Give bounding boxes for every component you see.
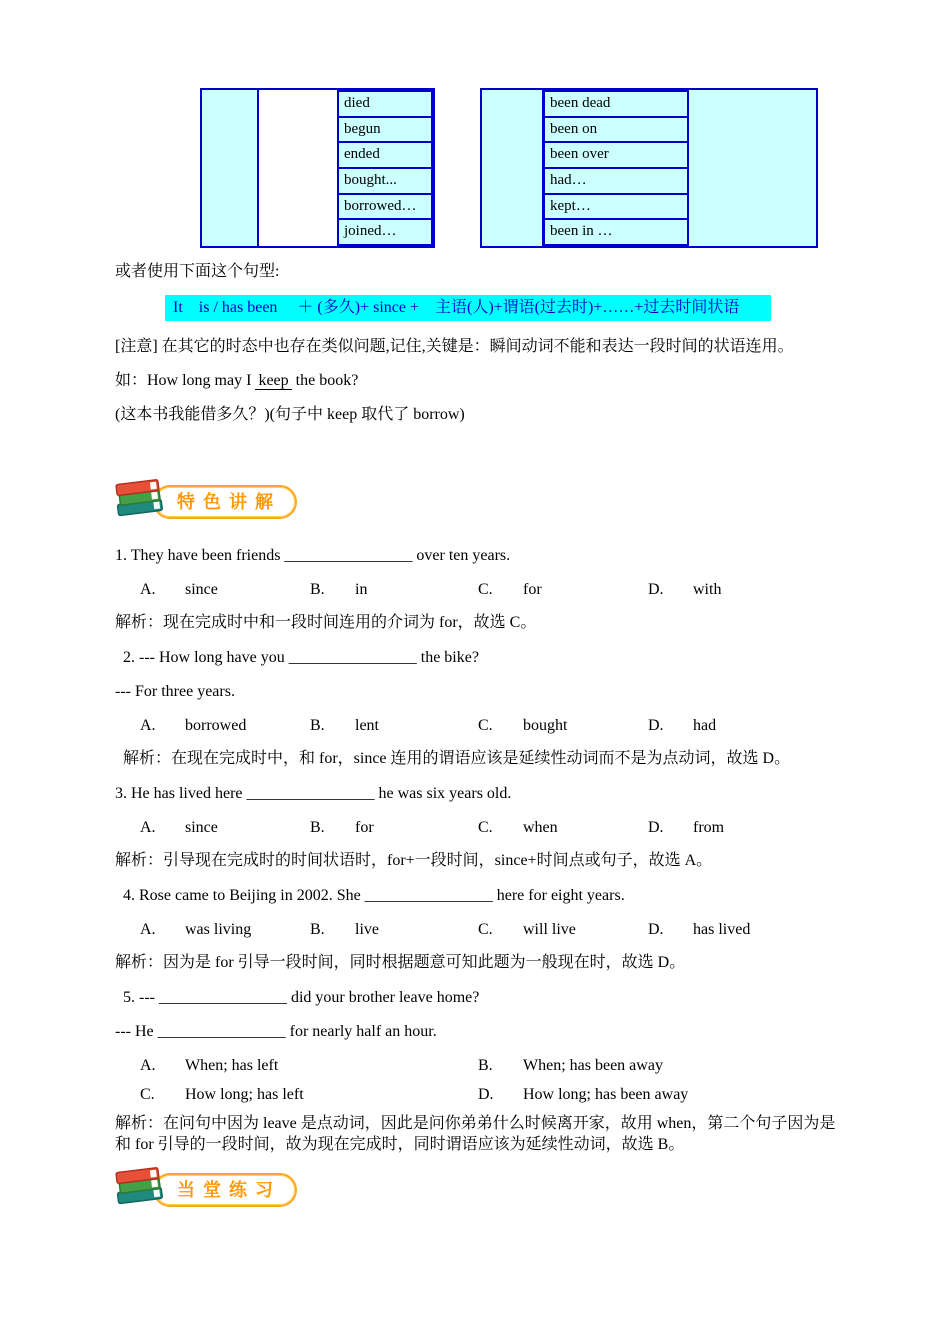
verb-cell: borrowed… [337, 193, 433, 221]
verb-tables-section [115, 88, 840, 248]
option-a [140, 919, 310, 940]
option-text: from [693, 819, 725, 836]
verb-cell: joined… [337, 218, 433, 246]
verb-cell: kept… [543, 193, 689, 221]
verb-cell: had… [543, 167, 689, 195]
option-b [310, 579, 478, 600]
option-a [140, 817, 310, 838]
question-1 [115, 545, 840, 633]
option-text: When; has been away [523, 1057, 663, 1074]
option-text: How long; has been away [523, 1086, 689, 1103]
option-row [115, 579, 840, 600]
verb-cell: ended [337, 141, 433, 169]
question-stem: 1. They have been friends ________________ over ten years. [115, 547, 511, 564]
question-follow-up: --- For three years. [115, 683, 235, 700]
option-label: A. [140, 921, 156, 938]
option-c [478, 715, 648, 736]
option-d [648, 579, 721, 600]
featured-section-title: 特色讲解 [153, 485, 297, 519]
option-d [478, 1084, 688, 1105]
option-label: C. [140, 1086, 155, 1103]
option-label: B. [310, 819, 325, 836]
option-text: for [355, 819, 374, 836]
verb-cell: begun [337, 116, 433, 144]
option-a [140, 1055, 478, 1076]
question-5 [115, 987, 840, 1155]
option-label: D. [478, 1086, 494, 1103]
option-label: D. [648, 819, 664, 836]
option-label: D. [648, 921, 664, 938]
question-stem: 3. He has lived here ________________ he was six years old. [115, 785, 512, 802]
books-icon [113, 478, 165, 527]
option-c [478, 817, 648, 838]
option-label: B. [310, 921, 325, 938]
table-divider [257, 90, 337, 246]
option-text: lent [355, 717, 379, 734]
practice-section-title: 当堂练习 [153, 1173, 297, 1207]
option-label: C. [478, 921, 493, 938]
option-label: B. [310, 717, 325, 734]
option-text: bought [523, 717, 568, 734]
example-prefix: 如：How long may I [115, 372, 252, 389]
books-icon [113, 1166, 165, 1215]
practice-section-header [113, 1169, 840, 1211]
option-row [115, 1084, 840, 1105]
option-text: will live [523, 921, 576, 938]
option-text: has lived [693, 921, 751, 938]
option-text: had [693, 717, 717, 734]
option-c [140, 1084, 478, 1105]
verb-cell: been in … [543, 218, 689, 246]
option-label: B. [310, 581, 325, 598]
option-row [115, 919, 840, 940]
question-4 [115, 885, 840, 973]
option-d [648, 817, 724, 838]
question-3 [115, 783, 840, 871]
option-text: live [355, 921, 379, 938]
option-text: when [523, 819, 558, 836]
option-label: A. [140, 819, 156, 836]
option-label: A. [140, 717, 156, 734]
option-text: since [185, 581, 218, 598]
option-a [140, 715, 310, 736]
option-b [310, 919, 478, 940]
option-b [478, 1055, 663, 1076]
option-label: D. [648, 717, 664, 734]
verb-cell: been dead [543, 90, 689, 118]
instant-verbs-table [200, 88, 435, 248]
option-a [140, 579, 310, 600]
option-text: was living [185, 921, 252, 938]
question-2 [115, 647, 840, 769]
example-translation: (这本书我能借多久？)(句子中 keep 取代了 borrow) [115, 406, 465, 423]
note-text: [注意] 在其它的时态中也存在类似问题,记住,关键是：瞬间动词不能和表达一段时间的状语连用。 [115, 338, 794, 355]
durative-verbs-table [480, 88, 818, 248]
option-d [648, 715, 716, 736]
sentence-pattern-formula: It is / has been ＋ (多久)+ since + 主语(人)+谓语(过去时)+……+过去时间状语 [165, 295, 771, 321]
option-b [310, 817, 478, 838]
table-cell-column [337, 90, 433, 246]
verb-cell: bought... [337, 167, 433, 195]
option-c [478, 919, 648, 940]
option-row [115, 715, 840, 736]
verb-cell: died [337, 90, 433, 118]
option-text: since [185, 819, 218, 836]
question-follow-up: --- He ________________ for nearly half an hour. [115, 1023, 437, 1040]
example-keyword-underlined: keep [255, 372, 291, 390]
answer-analysis: 解析：在问句中因为 leave 是点动词，因此是问你弟弟什么时候离开家，故用 when，第二个句子因为是和 for 引导的一段时间，故为现在完成时，同时谓语应该为延续性动词，故选 B。 [115, 1115, 836, 1153]
option-label: B. [478, 1057, 493, 1074]
option-label: C. [478, 717, 493, 734]
option-text: borrowed [185, 717, 247, 734]
featured-section-header [113, 481, 840, 523]
option-row [115, 1055, 840, 1076]
table-cell-column [543, 90, 689, 246]
option-text: for [523, 581, 542, 598]
answer-analysis: 解析：引导现在完成时的时间状语时，for+一段时间，since+时间点或句子，故选 A。 [115, 852, 713, 869]
pattern-intro: 或者使用下面这个句型: [115, 263, 280, 280]
option-label: A. [140, 581, 156, 598]
question-stem: 2. --- How long have you ________________ the bike? [123, 649, 479, 666]
option-text: in [355, 581, 368, 598]
answer-analysis: 解析：在现在完成时中，和 for，since 连用的谓语应该是延续性动词而不是为点动词，故选 D。 [123, 750, 791, 767]
option-label: A. [140, 1057, 156, 1074]
answer-analysis: 解析：因为是 for 引导一段时间，同时根据题意可知此题为一般现在时，故选 D。 [115, 954, 686, 971]
verb-cell: been on [543, 116, 689, 144]
example-suffix: the book? [295, 372, 359, 389]
option-label: D. [648, 581, 664, 598]
verb-cell: been over [543, 141, 689, 169]
option-d [648, 919, 750, 940]
option-label: C. [478, 819, 493, 836]
question-stem: 5. --- ________________ did your brother leave home? [123, 989, 480, 1006]
example-sentence [115, 370, 840, 391]
option-label: C. [478, 581, 493, 598]
option-b [310, 715, 478, 736]
option-text: When; has left [185, 1057, 279, 1074]
option-text: with [693, 581, 722, 598]
option-row [115, 817, 840, 838]
option-c [478, 579, 648, 600]
option-text: How long; has left [185, 1086, 304, 1103]
question-stem: 4. Rose came to Beijing in 2002. She ________________ here for eight years. [123, 887, 625, 904]
answer-analysis: 解析：现在完成时中和一段时间连用的介词为 for，故选 C。 [115, 614, 537, 631]
